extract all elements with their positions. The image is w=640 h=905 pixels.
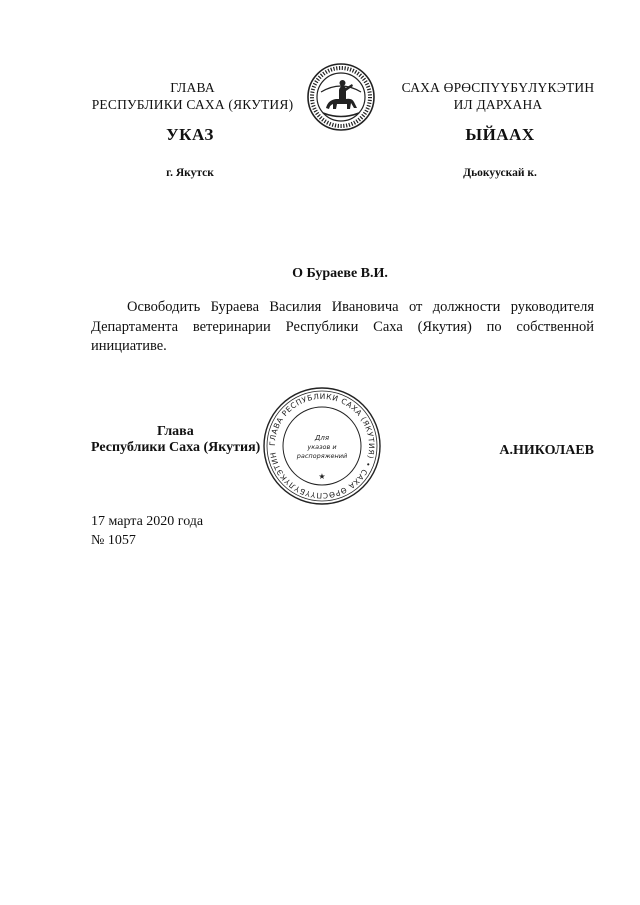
document-type-sah: ЫЙААХ — [465, 125, 535, 144]
stamp-center-line-1: Для — [314, 434, 330, 442]
signatory-name: А.НИКОЛАЕВ — [499, 443, 594, 458]
signatory-title — [91, 424, 291, 456]
issuer-line-2: РЕСПУБЛИКИ САХА (ЯКУТИЯ) — [91, 97, 294, 112]
issuer-line-1-sah: САХА ӨРӨСПҮҮБҮЛҮКЭТИН — [401, 80, 595, 95]
issuer-title-sah — [392, 79, 604, 113]
issuer-line-2-sah: ИЛ ДАРХАНА — [453, 97, 543, 112]
document-number: № 1057 — [91, 533, 136, 548]
coat-of-arms-emblem — [306, 62, 376, 132]
document-date: 17 марта 2020 года — [91, 514, 204, 529]
city-ru: г. Якутск — [166, 167, 214, 179]
document-body: Освободить Бураева Василия Ивановича от должности руководителя Департамента ветеринарии Республики Саха (Якутия) по собственной инициативе. — [91, 299, 594, 354]
document-meta — [91, 512, 391, 550]
signatory-title-line-1: Глава — [157, 424, 194, 439]
document-subject: О Бураеве В.И. — [292, 266, 388, 281]
stamp-outer-text: ГЛАВА РЕСПУБЛИКИ САХА (ЯКУТИЯ) • САХА ӨРӨСПҮҮБҮЛҮКЭТИН — [267, 391, 377, 501]
stamp-seal-icon — [262, 386, 382, 506]
official-stamp — [262, 386, 382, 506]
signatory-title-line-2: Республики Саха (Якутия) — [91, 440, 261, 455]
document-type-ru: УКАЗ — [166, 125, 214, 144]
issuer-line-1: ГЛАВА — [170, 80, 215, 95]
stamp-star-icon: ★ — [318, 472, 326, 481]
stamp-center-line-2: указов и — [307, 443, 337, 451]
city-sah: Дьокуускай к. — [463, 167, 537, 179]
emblem-icon — [306, 62, 376, 132]
stamp-center-line-3: распоряжений — [296, 452, 348, 460]
issuer-title-ru — [80, 79, 305, 113]
